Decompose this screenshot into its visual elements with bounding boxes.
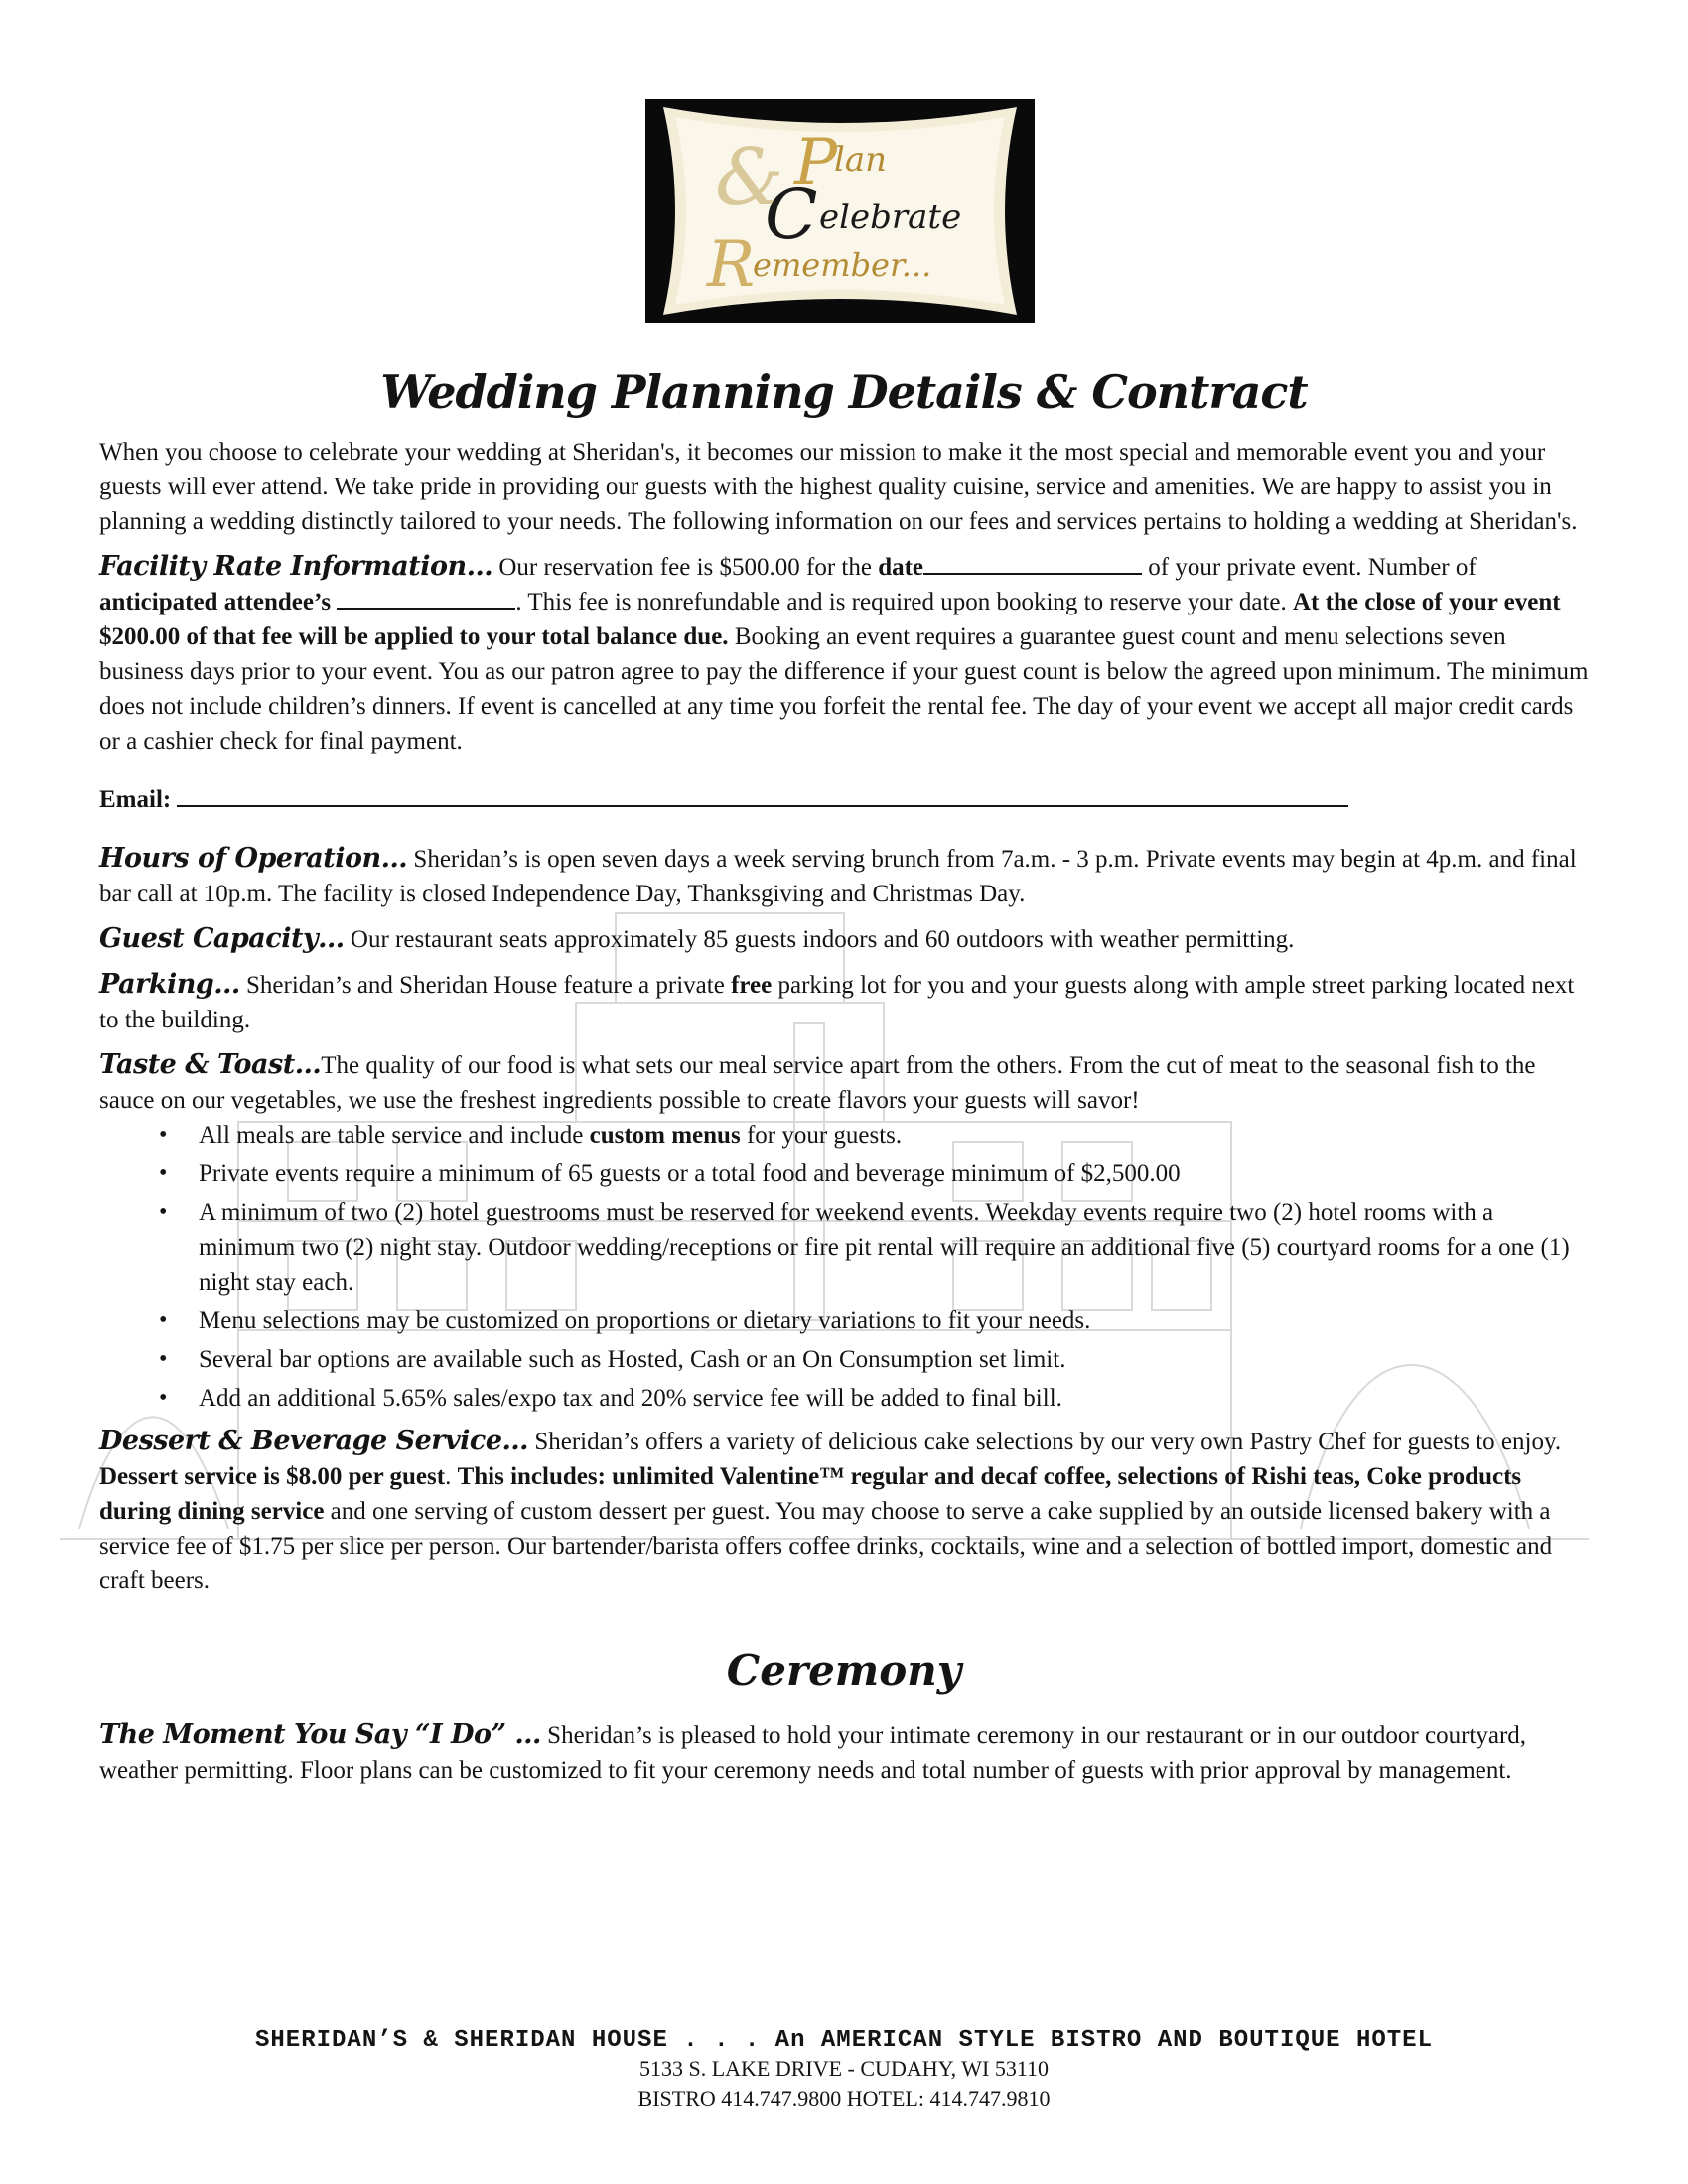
hours-paragraph [99,841,1589,911]
svg-text:&: & [715,133,784,222]
footer-phones: BISTRO 414.747.9800 HOTEL: 414.747.9810 [637,2086,1051,2111]
parking-paragraph [99,967,1589,1037]
list-item: • Private events require a minimum of 65 guests or a total food and beverage minimum of $2,500.00 [99,1157,1589,1191]
hours-text: Sheridan’s is open seven days a week serving brunch from 7a.m. - 3 p.m. Private events may begin at 4p.m. and final bar call at 10p.m. The facility is closed Independence Day, Thanksgiving and Christmas Day. [99,846,1577,907]
facility-heading: Facility Rate Information… [99,551,493,582]
email-field[interactable] [177,783,1348,807]
email-label: Email: [99,786,172,813]
capacity-paragraph [99,921,1589,957]
dessert-heading: Dessert & Beverage Service… [99,1426,529,1456]
dessert-includes: This includes: unlimited Valentine™ regular and decaf coffee, selections of Rishi teas, Coke products during dining service [99,1463,1522,1525]
logo-plan-initial: P [794,126,838,200]
list-item: • Menu selections may be customized on proportions or dietary variations to fit your needs. [99,1303,1589,1338]
footer-tagline: SHERIDAN’S & SHERIDAN HOUSE . . . An AMERICAN STYLE BISTRO AND BOUTIQUE HOTEL [255,2027,1433,2054]
logo-remember-text: emember... [753,246,932,284]
dessert-paragraph [99,1424,1589,1598]
dessert-text-3: and one serving of custom dessert per guest. You may choose to serve a cake supplied by an outside licensed bakery with a service fee of $1.75 per slice per person. Our bartender/barista offers coffee drinks, cocktails, wine and a selection of bottled import, domestic and craft beers. [99,1498,1553,1594]
ceremony-text: Sheridan’s is pleased to hold your intimate ceremony in our restaurant or in our outdoor courtyard, weather permitting. Floor plans can be customized to fit your ceremony needs and total number of guests with prior approval by management. [99,1722,1527,1784]
hours-heading: Hours of Operation… [99,843,408,874]
taste-text: The quality of our food is what sets our meal service apart from the others. From the cut of meat to the seasonal fish to the sauce on our vegetables, we use the freshest ingredients possible to create flavors your guests will savor! [99,1052,1536,1114]
capacity-text: Our restaurant seats approximately 85 guests indoors and 60 outdoors with weather permitting. [344,926,1295,953]
attendees-field[interactable] [337,586,515,610]
date-field[interactable] [923,551,1142,575]
plan-celebrate-remember-logo [645,99,1035,323]
footer-address: 5133 S. LAKE DRIVE - CUDAHY, WI 53110 [638,2056,1050,2081]
dessert-text-2: . [445,1463,458,1490]
capacity-heading: Guest Capacity… [99,923,345,954]
facility-paragraph [99,549,1589,758]
page-title: Wedding Planning Details & Contract [380,365,1308,419]
facility-text-3: . This fee is nonrefundable and is required upon booking to reserve your date. [515,589,1293,615]
footer [0,2027,1688,2114]
ceremony-heading: The Moment You Say “I Do” … [99,1719,541,1750]
email-row [99,782,1589,817]
taste-paragraph [99,1047,1589,1118]
parking-text-2: parking lot for you and your guests along with ample street parking located next to the building. [99,972,1575,1033]
contract-body [99,367,1589,1798]
date-label: date [878,554,924,581]
facility-text-1: Our reservation fee is $500.00 for the [492,554,879,581]
logo-plan-text: lan [834,140,888,180]
list-item: • All meals are table service and include custom menus for your guests. [99,1118,1589,1153]
dessert-text-1: Sheridan’s offers a variety of delicious cake selections by our very own Pastry Chef for guests to enjoy. [528,1429,1562,1455]
facility-text-4: Booking an event requires a guarantee guest count and menu selections seven business days prior to your event. You as our patron agree to pay the difference if your guest count is below the agreed upon minimum. The minimum does not include children’s dinners. If event is cancelled at any time you forfeit the rental fee. The day of your event we accept all major credit cards or a cashier check for final payment. [99,623,1589,754]
attendees-label: anticipated attendee’s [99,589,332,615]
dessert-price: Dessert service is $8.00 per guest [99,1463,446,1490]
parking-free: free [731,972,773,999]
list-item: • A minimum of two (2) hotel guestrooms must be reserved for weekend events. Weekday events require two (2) hotel rooms with a minimum two (2) night stay. Outdoor wedding/receptions or fire pit rental will require an additional five (5) courtyard rooms for a one (1) night stay each. [99,1195,1589,1299]
facility-text-2: of your private event. Number of [1142,554,1477,581]
ceremony-paragraph [99,1717,1589,1788]
facility-bold-note: At the close of your event $200.00 of that fee will be applied to your total balance due. [99,589,1561,650]
list-item: • Add an additional 5.65% sales/expo tax and 20% service fee will be added to final bill. [99,1381,1589,1416]
ceremony-title: Ceremony [726,1646,962,1695]
svg-text:C: C [765,174,818,255]
taste-bullet-list [99,1118,1589,1416]
parking-heading: Parking… [99,969,240,1000]
taste-heading: Taste & Toast… [99,1049,322,1080]
list-item: • Several bar options are available such as Hosted, Cash or an On Consumption set limit. [99,1342,1589,1377]
svg-text:R: R [707,228,756,302]
logo-celebrate-text: elebrate [819,198,962,237]
intro-paragraph: When you choose to celebrate your wedding at Sheridan's, it becomes our mission to make it the most special and memorable event you and your guests will ever attend. We take pride in providing our guests with the highest quality cuisine, service and amenities. We are happy to assist you in planning a wedding distinctly tailored to your needs. The following information on our fees and services pertains to holding a wedding at Sheridan's. [99,439,1578,535]
parking-text-1: Sheridan’s and Sheridan House feature a private [239,972,732,999]
